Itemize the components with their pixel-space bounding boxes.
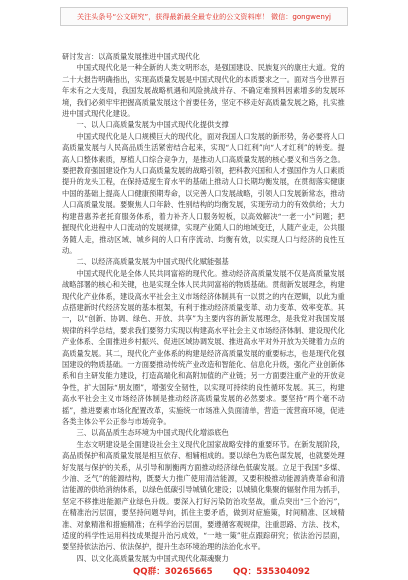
document-title: 研讨发言：以高质量发展推进中国式现代化 — [62, 52, 200, 61]
section-heading-2: 二、以经济高质量发展为中国式现代化赋能强基 — [76, 257, 229, 267]
section-body-3: 生态文明建设是全面建设社会主义现代化国家战略安排的重要环节。在新发展阶段，高品质保护和高质量发展是相互依存、相辅相成的。要以绿色为底色谋发展，也就要处理好发展与保护的关系，从引导和制衡两方面推动经济绿色低碳发展。立足于我国“多煤、少油、乏气”的能源结构，既要大力推广使用清洁能源，又要积极推动能源消费革命和清洁能源的供给消纳体系，以绿色低碳引导城镇化建设；以城镇化集聚的辐射作用为抓手，坚定不移推进能源产业绿色升级。要深入打好污染防治攻坚战，重点突出“三个治污”，在精准治污层面，要坚持问题导向，抓住主要矛盾，做到对症施策，时间精准、区域精准、对象精准和措施精准；在科学治污层面，要遵循客观规律，注重思路、方法、技术，适度的科学性运用科技成果提升治污成效，“一地一策”驻点跟踪研究；依法治污层面，要坚持依法治污、依法保护，提升生态环境治理的法治化水平。 — [62, 439, 345, 552]
promo-banner-text: 关注头条号“公文研究”，获得最新最全最专业的公文资料库！ 微信：gongwenyj — [77, 11, 331, 21]
promo-banner — [60, 7, 348, 26]
footer-qq-number: QQ：535304092 — [233, 567, 311, 577]
section-body-1: 中国式现代化是人口规模巨大的现代化，面对我国人口发展的新形势，务必要将人口高质量发展与人民高品质生活紧密结合起来，实现“人口红利”向“人才红利”的转变。提高人口整体素质，厚植人口综合竞争力，是推动人口高质量发展的核心要义和当务之急。要把教育强国建设作为人口高质量发展的战略引领，把科教兴国和人才强国作为人口素质提升的龙头工程，在保持适度生育水平的基础上推动人口长期均衡发展，在贯彻落实健康中国的基础上提高人口健康预期寿命，以完善人口发展战略，引领人口发展新常态，推动人口高质量发展。要聚焦人口年龄、性别结构的均衡发展，实现劳动力的有效供给；大力构建普惠养老托育服务体系，着力补齐人口服务短板，以高效解决“一老一小”问题；把握现代化进程中人口流动的发展规律，实现产业随人口的地域变迁，人随产业走，公共服务随人走，推动区域、城乡间的人口有序流动、均衡有效，以实现人口与经济的良性互动。 — [62, 131, 345, 255]
footer-qq-group: QQ群：30265665 — [133, 567, 213, 577]
document-body — [62, 51, 345, 564]
section-body-2: 中国式现代化是全体人民共同富裕的现代化。推动经济高质量发展不仅是高质量发展战略部署的核心和关键，也是实现全体人民共同富裕的物质基础。贯彻新发展理念，构建现代化产业体系，建设高水平社会主义市场经济体制具有一以贯之的内在逻辑，以此为重点搭建新时代经济发展的基本框架，有利于推动经济质量变革、动力变革、效率变革。其一，以“创新、协调、绿色、开放、共享”为主要内容的新发展理念，是我党对我国发展规律的科学总结，要求我们要努力实现以构建高水平社会主义市场经济体制、建设现代化产业体系、全面推进乡村振兴、促进区域协调发展、推进高水平对外开放为关键着力点的高质量发展。其二，现代化产业体系的构建是经济高质量发展的重要标志，也是现代化强国建设的物质基础。一方面要推动传统产业改造和智能化、信息化升级，强化产业创新体系和自主研发能力建设，打造高端化和高附加值的产业链；另一方面要注重产业的开放竞争性，扩大国际“朋友圈”，增强安全韧性，以实现可持续的良性循环发展。其三，构建高水平社会主义市场经济体制是推动经济高质量发展的必然要求。要坚持“两个毫不动摇”，推进要素市场化配置改革，实施统一市场准入负面清单，营造一流营商环境，促进各类主体公平公正参与市场竞争。 — [62, 268, 345, 426]
section-heading-4: 四、以文化高质量发展为中国式现代化凝魂聚力 — [76, 553, 229, 563]
intro-paragraph: 中国式现代化是一种全新的人类文明形态，是强国建设、民族复兴的康庄大道。党的二十大报告明确指出，实现高质量发展是中国式现代化的本质要求之一。面对当今世界百年未有之大变局，我国发展战略机遇和风险挑战并存、不确定难预料因素增多的发展环境，我们必须牢牢把握高质量发展这个首要任务，坚定不移走好高质量发展之路，扎实推进中国式现代化建设。 — [62, 63, 345, 119]
section-heading-3: 三、以高品质生态环境为中国式现代化增添底色 — [76, 428, 229, 438]
section-heading-1: 一、以人口高质量发展为中国式现代化提供支撑 — [76, 120, 229, 130]
